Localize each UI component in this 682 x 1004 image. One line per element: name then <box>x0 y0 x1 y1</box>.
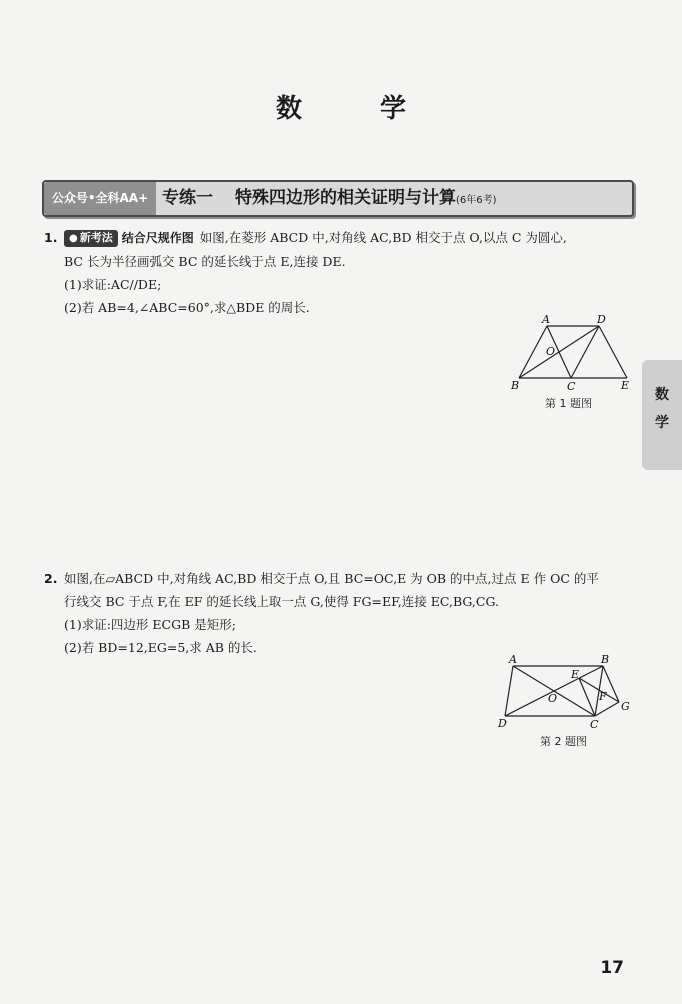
question-number: 2. <box>44 571 58 586</box>
figure-1 <box>505 312 635 398</box>
banner-title <box>162 182 497 217</box>
point-label: E <box>571 668 580 681</box>
point-label: O <box>546 345 556 358</box>
figure-1-diagram <box>505 312 635 394</box>
question-text-line: 行线交 BC 于点 F,在 EF 的延长线上取一点 G,使得 FG=EF,连接 EC,BG,CG. <box>64 594 499 609</box>
segment-ad <box>505 666 513 716</box>
method-label: 结合尺规作图 <box>121 231 194 245</box>
point-label: G <box>621 700 630 713</box>
side-tab-char: 数 <box>655 387 669 403</box>
segment-dc <box>571 326 599 378</box>
badge-label: 新考法 <box>79 231 113 244</box>
question-part: (2)若 AB=4,∠ABC=60°,求△BDE 的周长. <box>64 300 310 315</box>
segment-ab <box>519 326 547 378</box>
new-method-badge <box>64 230 118 247</box>
page-title: 数 学 <box>275 94 432 124</box>
point-label: C <box>590 718 599 731</box>
point-label: F <box>599 690 607 703</box>
question-part: (1)求证:AC//DE; <box>64 277 162 292</box>
point-label: D <box>498 717 507 730</box>
point-label: A <box>509 653 517 666</box>
segment-cg <box>595 702 619 716</box>
figure-2 <box>495 652 635 736</box>
lightbulb-icon: ● <box>69 233 78 244</box>
side-tab-char: 学 <box>655 415 669 431</box>
page-number: 17 <box>600 958 624 978</box>
banner-tag: 公众号•全科AA+ <box>44 182 156 215</box>
point-label: C <box>567 380 576 393</box>
point-label: E <box>621 379 630 392</box>
question-2 <box>44 567 634 659</box>
banner-topic: 特殊四边形的相关证明与计算 <box>235 188 456 208</box>
segment-ec <box>579 678 595 716</box>
segment-bd <box>519 326 599 378</box>
point-label: A <box>542 313 550 326</box>
question-number: 1. <box>44 230 58 245</box>
point-label: D <box>597 313 606 326</box>
section-banner <box>42 180 634 217</box>
point-label: B <box>511 379 520 392</box>
banner-sub: (6年6考) <box>456 195 497 206</box>
question-text-line: 如图,在▱ABCD 中,对角线 AC,BD 相交于点 O,且 BC=OC,E 为 OB 的中点,过点 E 作 OC 的平 <box>64 571 599 586</box>
question-1 <box>44 226 634 319</box>
point-label: O <box>548 692 558 705</box>
question-text-line: BC 长为半径画弧交 BC 的延长线于点 E,连接 DE. <box>64 254 346 269</box>
segment-bd <box>505 666 603 716</box>
segment-de <box>599 326 627 378</box>
question-text-line: 如图,在菱形 ABCD 中,对角线 AC,BD 相交于点 O,以点 C 为圆心, <box>199 230 567 245</box>
question-part: (1)求证:四边形 ECGB 是矩形; <box>64 617 236 632</box>
figure-caption: 第 1 题图 <box>545 397 592 410</box>
banner-label: 专练一 <box>162 188 213 208</box>
figure-2-diagram <box>495 652 635 732</box>
figure-caption: 第 2 题图 <box>540 735 587 748</box>
subject-side-tab <box>642 360 682 470</box>
question-part: (2)若 BD=12,EG=5,求 AB 的长. <box>64 640 257 655</box>
point-label: B <box>601 653 610 666</box>
